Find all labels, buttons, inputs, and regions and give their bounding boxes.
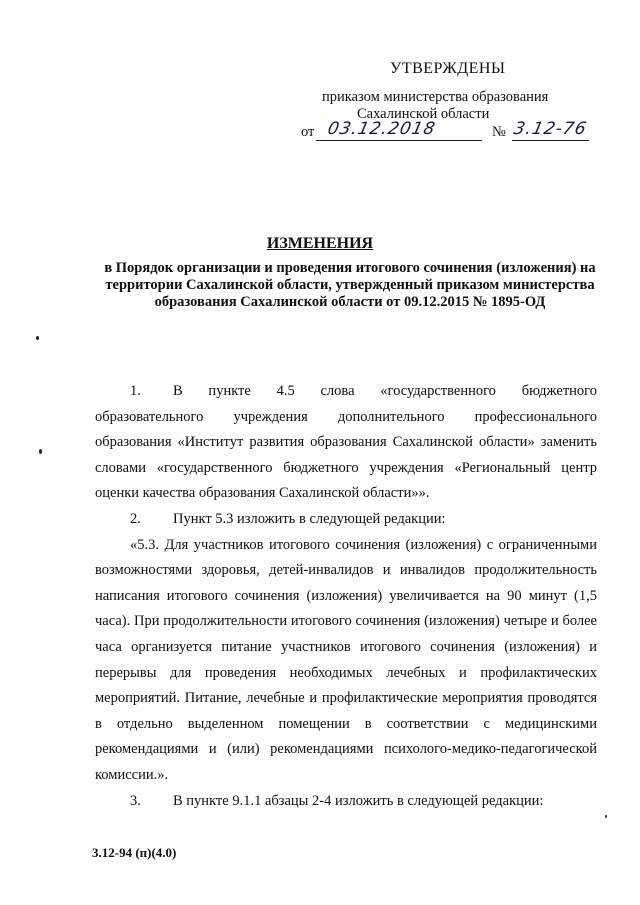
paragraph-quoted-5-3 — [95, 533, 597, 789]
item-text: Пункт 5.3 изложить в следующей редакции: — [173, 510, 446, 527]
paragraph-item-2 — [95, 507, 597, 533]
item-text: В пункте 4.5 слова «государственного бюджетного образовательного учреждения дополнительного профессионального образования «Институт развития образования Сахалинской области» заменить словами «государственного бюджетного учреждения «Региональный центр оценки качества образования Сахалинской области»». — [95, 383, 597, 502]
date-label: от — [301, 124, 315, 140]
scan-speck — [39, 449, 42, 454]
document-subtitle: в Порядок организации и проведения итогового сочинения (изложения) на территории Сахалинской области, утвержденный приказом министерства образования Сахалинской области от 09.12.2015 № 1895-ОД — [104, 260, 596, 310]
item-number: 3. — [130, 792, 141, 809]
document-code: 3.12-94 (п)(4.0) — [92, 845, 177, 860]
scan-speck — [605, 815, 607, 818]
document-title: ИЗМЕНЕНИЯ — [266, 235, 374, 252]
number-label: № — [492, 124, 506, 140]
paragraph-item-1 — [95, 379, 597, 507]
scan-speck — [36, 336, 39, 340]
order-line: приказом министерства образования — [322, 89, 549, 105]
paragraph-item-3 — [95, 789, 597, 815]
handwritten-date: 03.12.2018 — [325, 119, 438, 139]
handwritten-number: 3.12-76 — [511, 119, 589, 139]
item-number: 1. — [130, 383, 141, 399]
document-body — [95, 379, 597, 814]
item-number: 2. — [130, 510, 141, 527]
approved-heading: УТВЕРЖДЕНЫ — [390, 60, 506, 77]
item-text: В пункте 9.1.1 абзацы 2-4 изложить в следующей редакции: — [173, 792, 544, 809]
item-text: «5.3. Для участников итогового сочинения (изложения) с ограниченными возможностями здоровья, детей-инвалидов и инвалидов продолжительность написания итогового сочинения (изложения) увеличивается на 90 минут (1,5 часа). При продолжительности итогового сочинения (изложения) четыре и более часа организуется питание участников итогового сочинения (изложения) и перерывы для проведения необходимых лечебных и профилактических мероприятий. Питание, лечебные и профилактические мероприятия проводятся в отдельно выделенном помещении в соответствии с медицинскими рекомендациями и (или) рекомендациями психолого-медико-педагогической комиссии.». — [95, 536, 597, 783]
region-line: Сахалинской области — [357, 106, 490, 122]
